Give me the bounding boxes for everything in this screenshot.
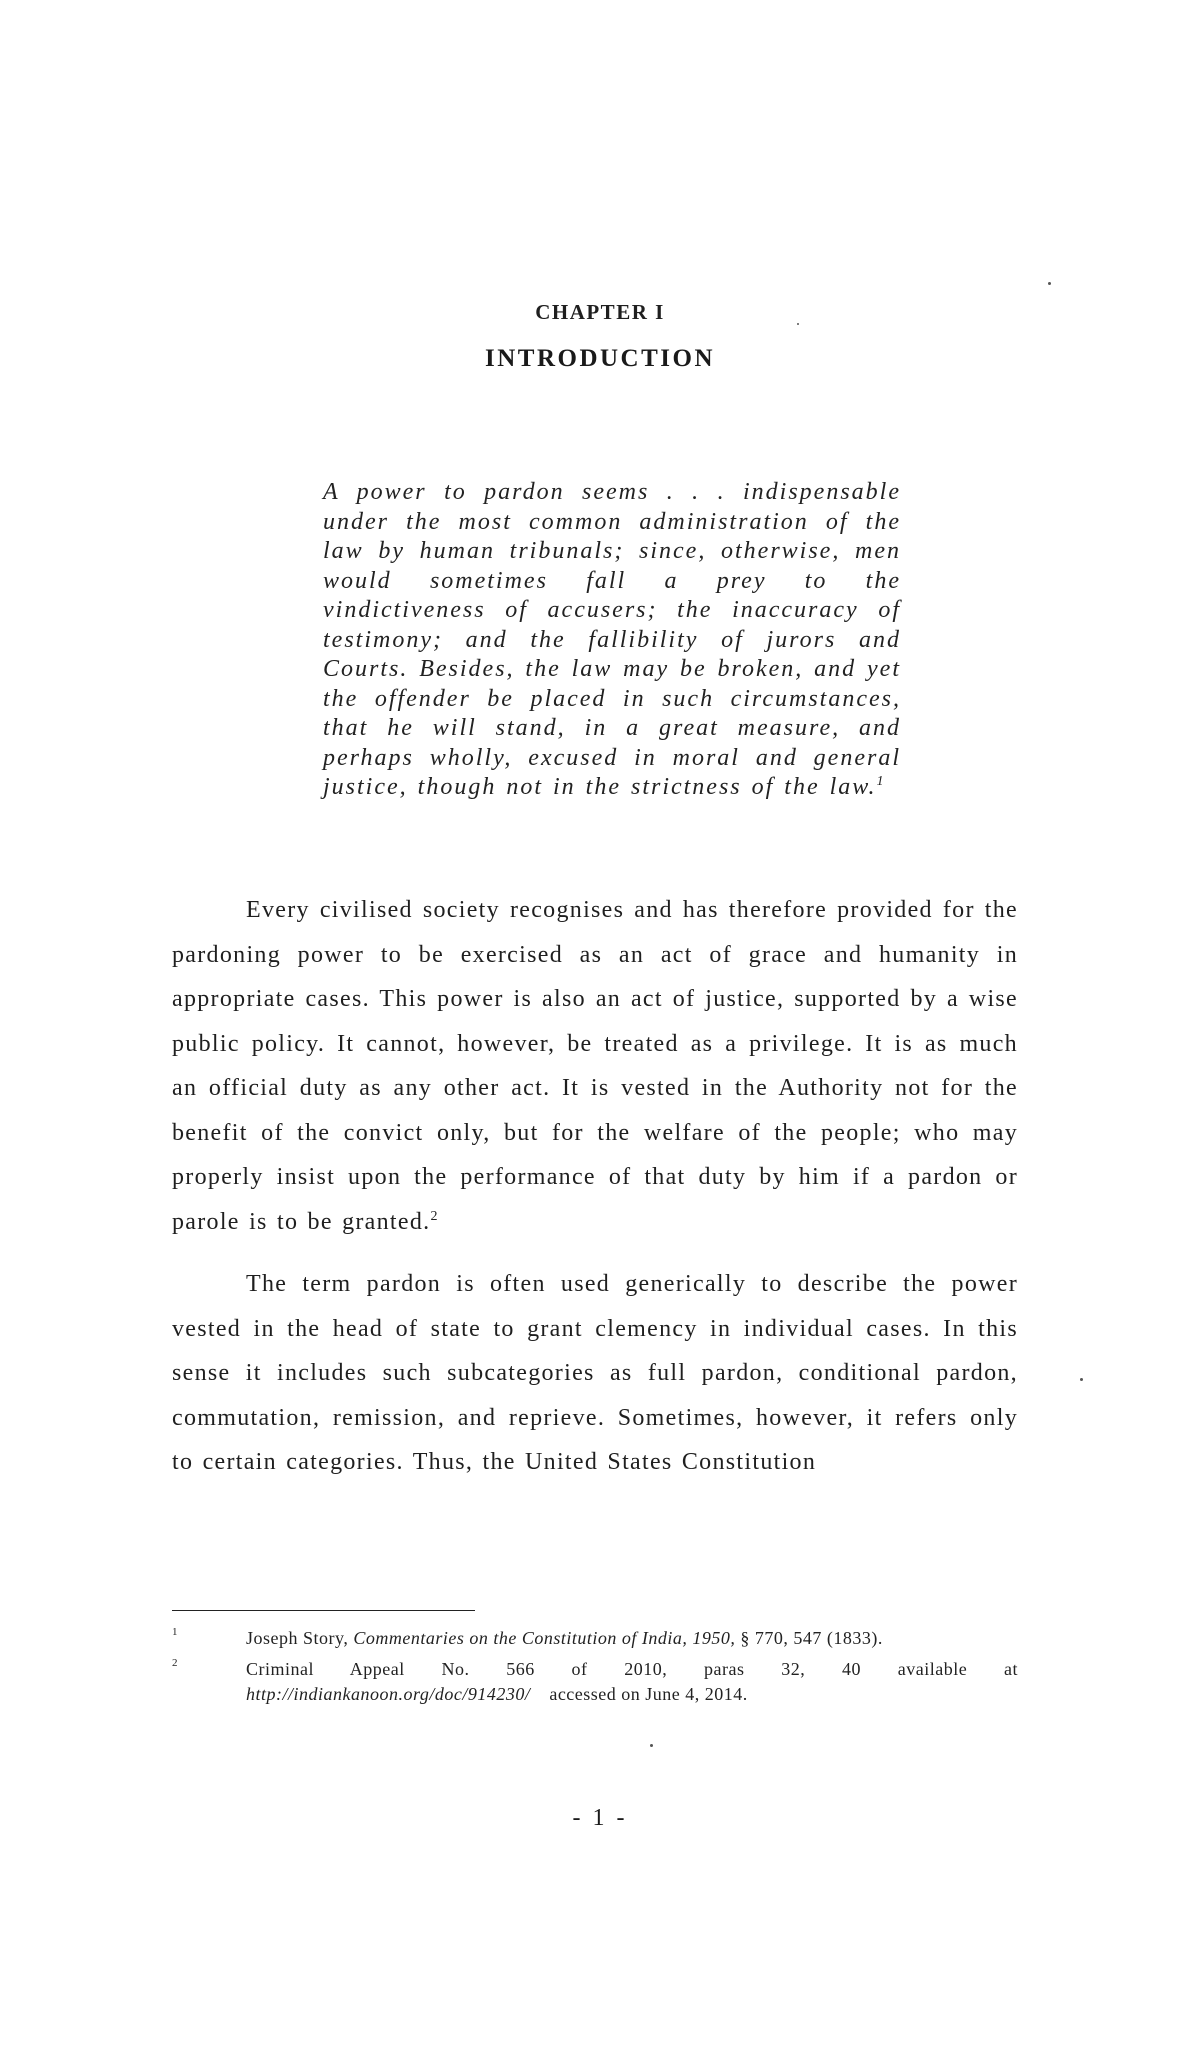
epigraph-quote bbox=[323, 478, 901, 803]
body-paragraph-1 bbox=[172, 888, 1018, 1244]
chapter-title: INTRODUCTION bbox=[484, 345, 716, 372]
scan-speck bbox=[797, 323, 799, 325]
paragraph-1-text: Every civilised society recognises and has therefore provided for the pardoning power to be exercised as an act of grace and humanity in appropriate cases. This power is also an act of justice, supported by a wise public policy. It cannot, however, be treated as a privilege. It is as much an official duty as any other act. It is vested in the Authority not for the benefit of the convict only, but for the welfare of the people; who may properly insist upon the performance of that duty by him if a pardon or parole is to be granted. bbox=[172, 897, 1018, 1235]
body-paragraph-2 bbox=[172, 1262, 1018, 1485]
footnote-2-text: Criminal Appeal No. 566 of 2010, paras 32, 40 available at bbox=[246, 1659, 1018, 1679]
footnote-separator bbox=[172, 1610, 475, 1611]
footnote-ref-2[interactable]: 2 bbox=[430, 1208, 439, 1224]
footnote-1-number: 1 bbox=[172, 1626, 178, 1638]
footnote-1 bbox=[172, 1626, 1018, 1651]
footnote-ref-1[interactable]: 1 bbox=[876, 774, 886, 789]
footnote-2 bbox=[172, 1657, 1018, 1707]
scan-speck bbox=[1080, 1378, 1083, 1381]
footnote-1-author: Joseph Story, bbox=[246, 1628, 349, 1648]
footnote-2-rest: accessed on June 4, 2014. bbox=[549, 1684, 748, 1704]
footnote-2-link[interactable]: http://indiankanoon.org/doc/914230/ bbox=[246, 1684, 531, 1704]
footnote-1-rest: § 770, 547 (1833). bbox=[740, 1628, 883, 1648]
footnote-1-title: Commentaries on the Constitution of India, 1950, bbox=[353, 1628, 736, 1648]
epigraph-text: A power to pardon seems . . . indispensable under the most common administration of the law by human tribunals; since, otherwise, men would sometimes fall a prey to the vindictiveness of accusers; the inaccuracy of testimony; and the fallibility of jurors and Courts. Besides, the law may be broken, and yet the offender be placed in such circumstances, that he will stand, in a great measure, and perhaps wholly, excused in moral and general justice, though not in the strictness of the law. bbox=[323, 479, 901, 800]
scan-speck bbox=[1048, 282, 1051, 285]
scan-speck bbox=[650, 1744, 653, 1747]
footnote-2-number: 2 bbox=[172, 1657, 178, 1669]
paragraph-2-text: The term pardon is often used generically to describe the power vested in the head of state to grant clemency in individual cases. In this sense it includes such subcategories as full pardon, conditional pardon, commutation, remission, and reprieve. Sometimes, however, it refers only to certain categories. Thus, the United States Constitution bbox=[172, 1271, 1018, 1475]
chapter-label: CHAPTER I bbox=[535, 300, 665, 324]
page-number: - 1 - bbox=[572, 1805, 628, 1831]
